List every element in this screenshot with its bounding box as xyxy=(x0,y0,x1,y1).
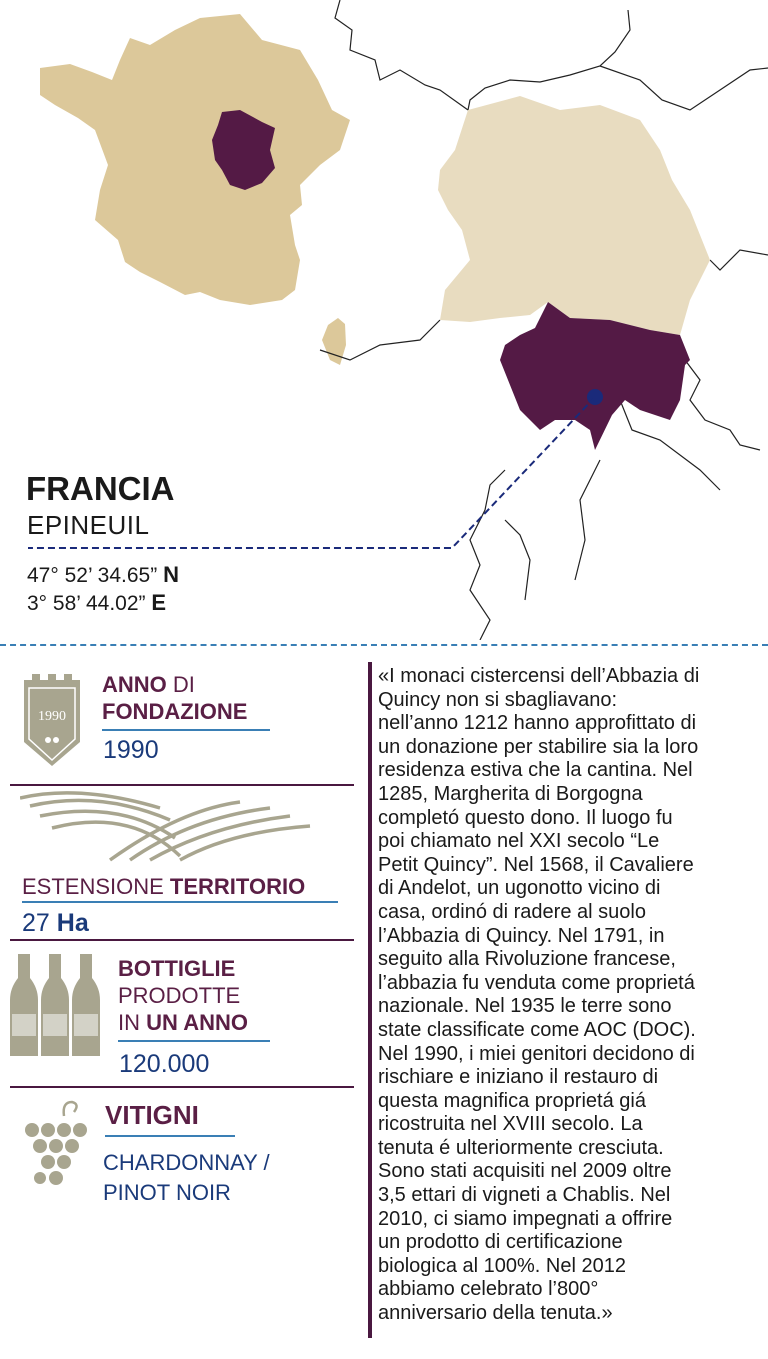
france-map-icon xyxy=(40,14,350,305)
country-name: FRANCIA xyxy=(26,470,175,507)
founding-label: ANNO DI FONDAZIONE xyxy=(102,672,248,724)
grapes-underline xyxy=(105,1135,235,1137)
quote-line: Nel 1990, i miei genitori decidono di xyxy=(378,1042,695,1065)
latitude-dir: N xyxy=(163,562,179,587)
divider xyxy=(10,1086,354,1088)
badge-icon xyxy=(22,672,82,768)
founding-year: 1990 xyxy=(103,736,159,764)
quote-line: state classificate come AOC (DOC). xyxy=(378,1018,696,1041)
quote-line: Petit Quincy”. Nel 1568, il Cavaliere xyxy=(378,853,694,876)
bottles-underline xyxy=(118,1040,270,1042)
quote-line: di Andelot, un ugonotto vicino di xyxy=(378,877,661,900)
quote-line: abbiamo celebrato l’800° xyxy=(378,1278,599,1301)
quote-line: seguito alla Rivoluzione francese, xyxy=(378,948,676,971)
latitude-value: 47° 52’ 34.65” xyxy=(27,564,158,587)
section-separator xyxy=(0,644,768,646)
quote-line: un donazione per stabilire sia la loro xyxy=(378,735,699,758)
region-map xyxy=(0,0,768,640)
quote-bar xyxy=(368,662,372,1338)
longitude xyxy=(27,590,166,616)
territory-underline xyxy=(22,901,338,903)
quote-line: residenza estiva che la cantina. Nel xyxy=(378,759,693,782)
quote-line: l’abbazia fu venduta come proprietá xyxy=(378,971,695,994)
quote-line: casa, ordinó di radere al suolo xyxy=(378,900,646,923)
quote-line: Quincy non si sbagliavano: xyxy=(378,688,618,711)
quote-line: questa magnifica proprietá giá xyxy=(378,1089,646,1112)
territory-value: 27 Ha xyxy=(22,909,89,937)
divider xyxy=(10,784,354,786)
quote-line: Sono stati acquisiti nel 2009 oltre xyxy=(378,1160,672,1183)
quote-line: tenuta é ulteriormente cresciuta. xyxy=(378,1136,664,1159)
quote-line: 1285, Margherita di Borgogna xyxy=(378,782,643,805)
vineyard-rows-icon xyxy=(20,790,340,862)
grapes-list: CHARDONNAY / PINOT NOIR xyxy=(103,1150,270,1205)
longitude-dir: E xyxy=(151,590,167,615)
quote-line: 3,5 ettari di vigneti a Chablis. Nel xyxy=(378,1184,671,1207)
grapes-icon xyxy=(22,1098,98,1194)
territory-label: ESTENSIONE TERRITORIO xyxy=(22,874,306,899)
quote-line: l’Abbazia di Quincy. Nel 1791, in xyxy=(378,924,665,947)
quote-line: poi chiamato nel XXI secolo “Le xyxy=(378,830,660,853)
quote-text xyxy=(378,665,768,1326)
quote-line: rischiare e iniziano il restauro di xyxy=(378,1066,659,1089)
founding-underline xyxy=(102,729,270,731)
bottles-icon xyxy=(10,952,102,1060)
svg-text:1990: 1990 xyxy=(38,709,66,724)
quote-line: un prodotto di certificazione xyxy=(378,1231,623,1254)
bottles-label: BOTTIGLIE PRODOTTE IN UN ANNO xyxy=(118,956,248,1035)
longitude-value: 3° 58’ 44.02” xyxy=(27,592,146,615)
bottles-value: 120.000 xyxy=(119,1050,210,1078)
grapes-label: VITIGNI xyxy=(105,1100,199,1130)
quote-line: «I monaci cistercensi dell’Abbazia di xyxy=(378,665,700,687)
quote-line: nell’anno 1212 hanno approfittato di xyxy=(378,712,697,735)
town-name: EPINEUIL xyxy=(27,510,150,540)
latitude xyxy=(27,562,179,588)
quote-line: ricostruita nel XVIII secolo. La xyxy=(378,1113,643,1136)
burgundy-region xyxy=(438,96,710,335)
quote-line: 2010, ci siamo impegnati a offrire xyxy=(378,1207,673,1230)
quote-line: biologica al 100%. Nel 2012 xyxy=(378,1254,626,1277)
quote-line: completó questo dono. Il luogo fu xyxy=(378,806,673,829)
quote-line: nazionale. Nel 1935 le terre sono xyxy=(378,995,672,1018)
quote-line: anniversario della tenuta.» xyxy=(378,1302,613,1325)
divider xyxy=(10,939,354,941)
